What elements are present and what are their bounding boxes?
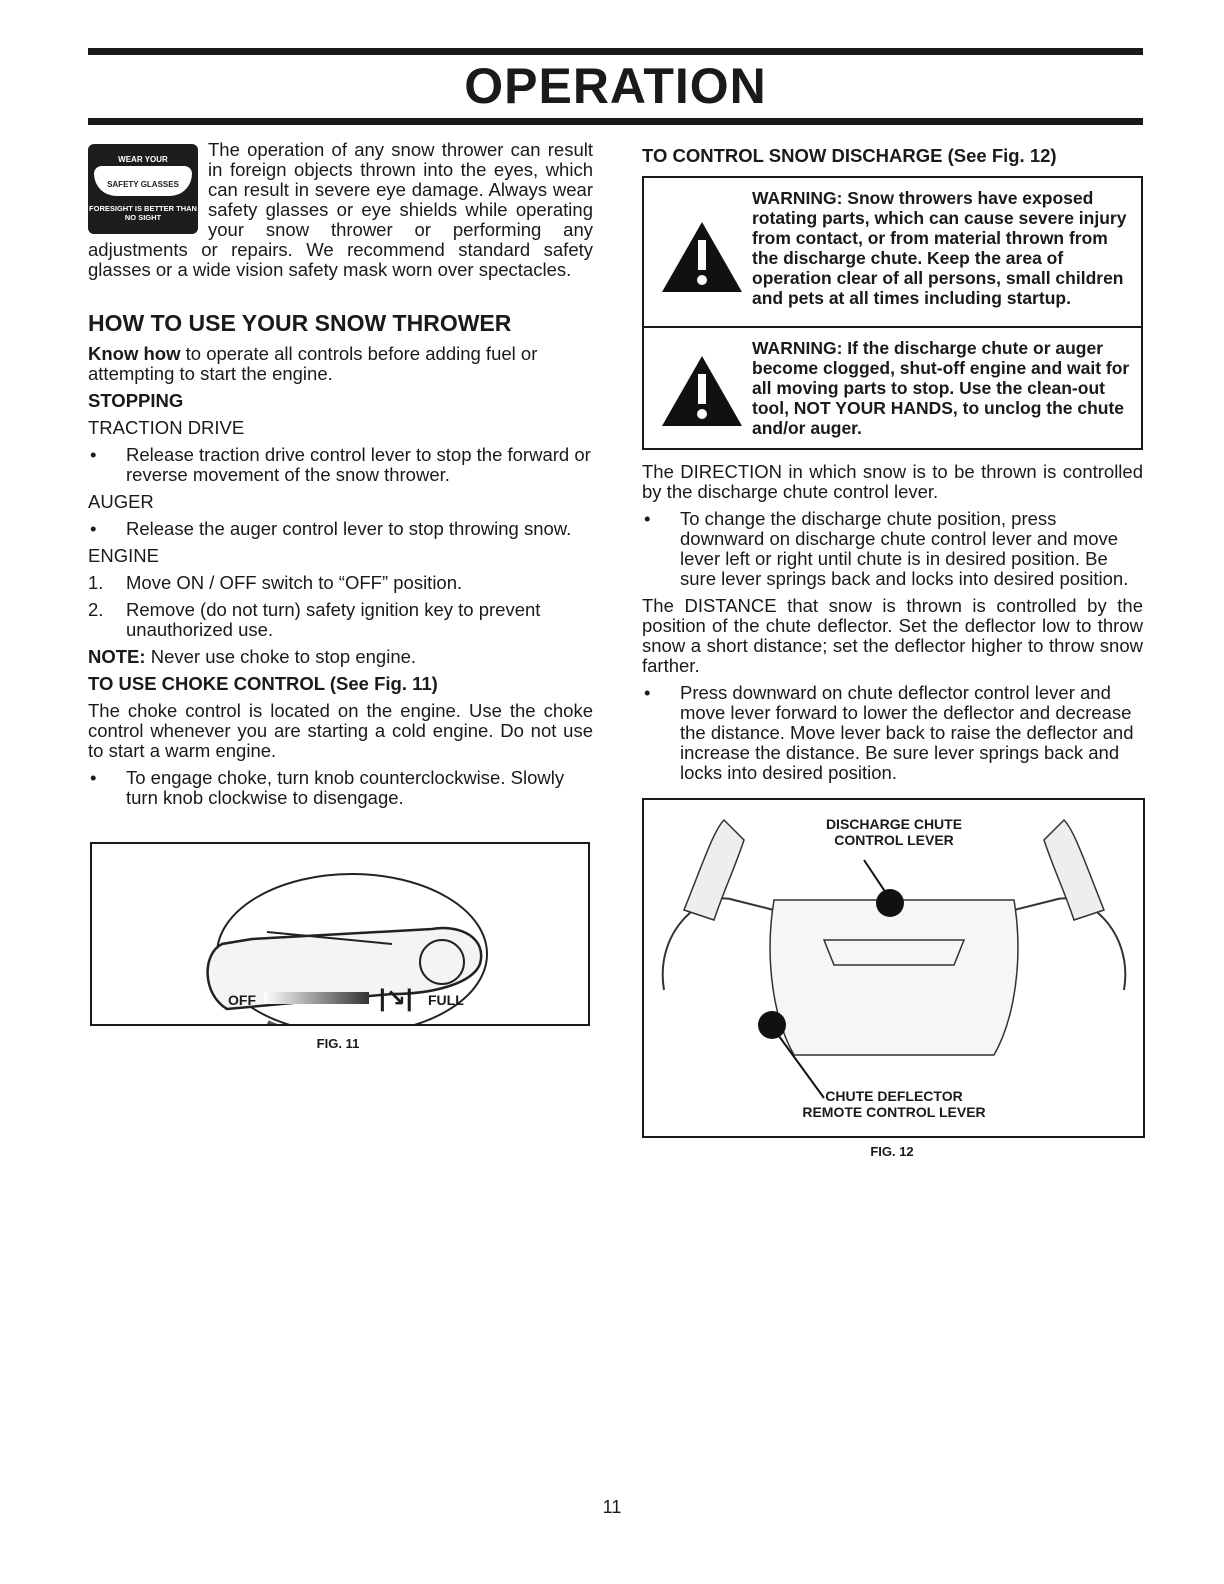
fig12-label-bottom [784, 1088, 1004, 1120]
choke-text: The choke control is located on the engine. Use the choke control whenever you are starting a cold engine. Do not use to start a warm engine. [88, 700, 593, 761]
left-handle [663, 898, 774, 990]
warning-text-2: WARNING: If the discharge chute or auger become clogged, shut-off engine and wait for all moving parts to stop. Use the clean-out tool, NOT YOUR HANDS, to unclog the chute and/or auger. [752, 338, 1130, 438]
auger-bullet: • Release the auger control lever to stop throwing snow. [88, 519, 593, 539]
step-text: Remove (do not turn) safety ignition key to prevent unauthorized use. [126, 599, 541, 640]
right-column [642, 140, 1143, 783]
engine-heading: ENGINE [88, 545, 159, 566]
badge-line-2: SAFETY GLASSES [107, 180, 179, 189]
step-number: 1. [88, 572, 104, 593]
step-number: 2. [88, 599, 104, 620]
stopping-heading: STOPPING [88, 390, 184, 411]
auger-heading: AUGER [88, 491, 154, 512]
choke-scale-wedge [264, 992, 369, 1004]
label-top-line-1: DISCHARGE CHUTE [825, 816, 963, 832]
know-how-rest: to operate all controls before adding fuel or attempting to start the engine. [88, 343, 538, 384]
intro-text: The operation of any snow thrower can result in foreign objects thrown into the eyes, which can result in severe eye damage. Always wear safety glasses or eye shields while operating your snow thrower or performing any adjustments or repairs. We recommend standard safety glasses or a wide vision safety mask worn over spectacles. [88, 139, 593, 280]
engine-step [88, 600, 593, 640]
page-number: 11 [602, 1497, 622, 1517]
left-chute-arm [684, 820, 744, 920]
section-heading: HOW TO USE YOUR SNOW THROWER [88, 310, 512, 336]
direction-text: The DIRECTION in which snow is to be thrown is controlled by the discharge chute control lever. [642, 461, 1143, 502]
leader-line-top [864, 860, 888, 896]
distance-text: The DISTANCE that snow is thrown is controlled by the position of the chute deflector. Set the deflector low to throw snow a short distance; set the deflector higher to throw snow farther. [642, 595, 1143, 676]
deflector-lever-knob [758, 1011, 786, 1039]
direction-bullet: • To change the discharge chute position, press downward on discharge chute control lever and move lever left or right until chute is in desired position. Be sure lever springs back and locks into desired position. [642, 509, 1143, 589]
fig11-caption: FIG. 11 [316, 1036, 360, 1051]
left-column [88, 140, 593, 808]
note-bold: NOTE: [88, 646, 146, 667]
fig11-off-label: OFF [228, 992, 256, 1008]
step-text: Move ON / OFF switch to “OFF” position. [126, 572, 463, 593]
warning-triangle-icon [660, 220, 744, 294]
header-rule-bottom [88, 118, 1143, 125]
choke-bullet: • To engage choke, turn knob counterclockwise. Slowly turn knob clockwise to disengage. [88, 768, 593, 808]
snow-thrower-handle-illustration [644, 800, 1143, 1136]
note-rest: Never use choke to stop engine. [145, 646, 417, 667]
right-handle [1014, 898, 1125, 990]
fig12-label-top [804, 816, 984, 848]
distance-bullet: • Press downward on chute deflector control lever and move lever forward to lower the deflector and decrease the distance. Move lever back to raise the deflector and increase the distance. Be sure lever springs back and locks into desired position. [642, 683, 1143, 783]
page-title: OPERATION [464, 58, 767, 114]
header-rule-top [88, 48, 1143, 55]
choke-heading: TO USE CHOKE CONTROL (See Fig. 11) [88, 673, 438, 694]
traction-bullet: • Release traction drive control lever to stop the forward or reverse movement of the snow thrower. [88, 445, 593, 485]
discharge-heading: TO CONTROL SNOW DISCHARGE (See Fig. 12) [642, 145, 1057, 166]
fig11-full-label: FULL [428, 992, 464, 1008]
warning-triangle-icon [660, 354, 744, 428]
fig12-caption: FIG. 12 [870, 1144, 914, 1159]
label-bottom-line-1: CHUTE DEFLECTOR [825, 1088, 963, 1104]
know-how-paragraph [88, 344, 593, 384]
label-top-line-2: CONTROL LEVER [834, 832, 954, 848]
safety-glasses-icon [88, 144, 198, 234]
discharge-chute-lever-knob [876, 889, 904, 917]
right-chute-arm [1044, 820, 1104, 920]
choke-symbol-icon: |↘| [379, 985, 413, 1012]
control-panel [770, 900, 1018, 1055]
warning-box-1 [642, 176, 1143, 328]
fig12-frame [642, 798, 1145, 1138]
warning-box-2 [642, 328, 1143, 450]
warning-text-1: WARNING: Snow throwers have exposed rotating parts, which can cause severe injury from contact, or from material thrown from the discharge chute. Keep the area of operation clear of all persons, small children and pets at all times including startup. [752, 188, 1127, 308]
traction-heading: TRACTION DRIVE [88, 417, 245, 438]
badge-line-3: FORESIGHT IS BETTER THAN NO SIGHT [89, 204, 197, 222]
know-how-bold: Know how [88, 343, 181, 364]
badge-line-1: WEAR YOUR [118, 155, 168, 164]
label-bottom-line-2: REMOTE CONTROL LEVER [802, 1104, 986, 1120]
fig11-frame [90, 842, 590, 1026]
note-paragraph [88, 647, 593, 667]
engine-step [88, 573, 593, 593]
